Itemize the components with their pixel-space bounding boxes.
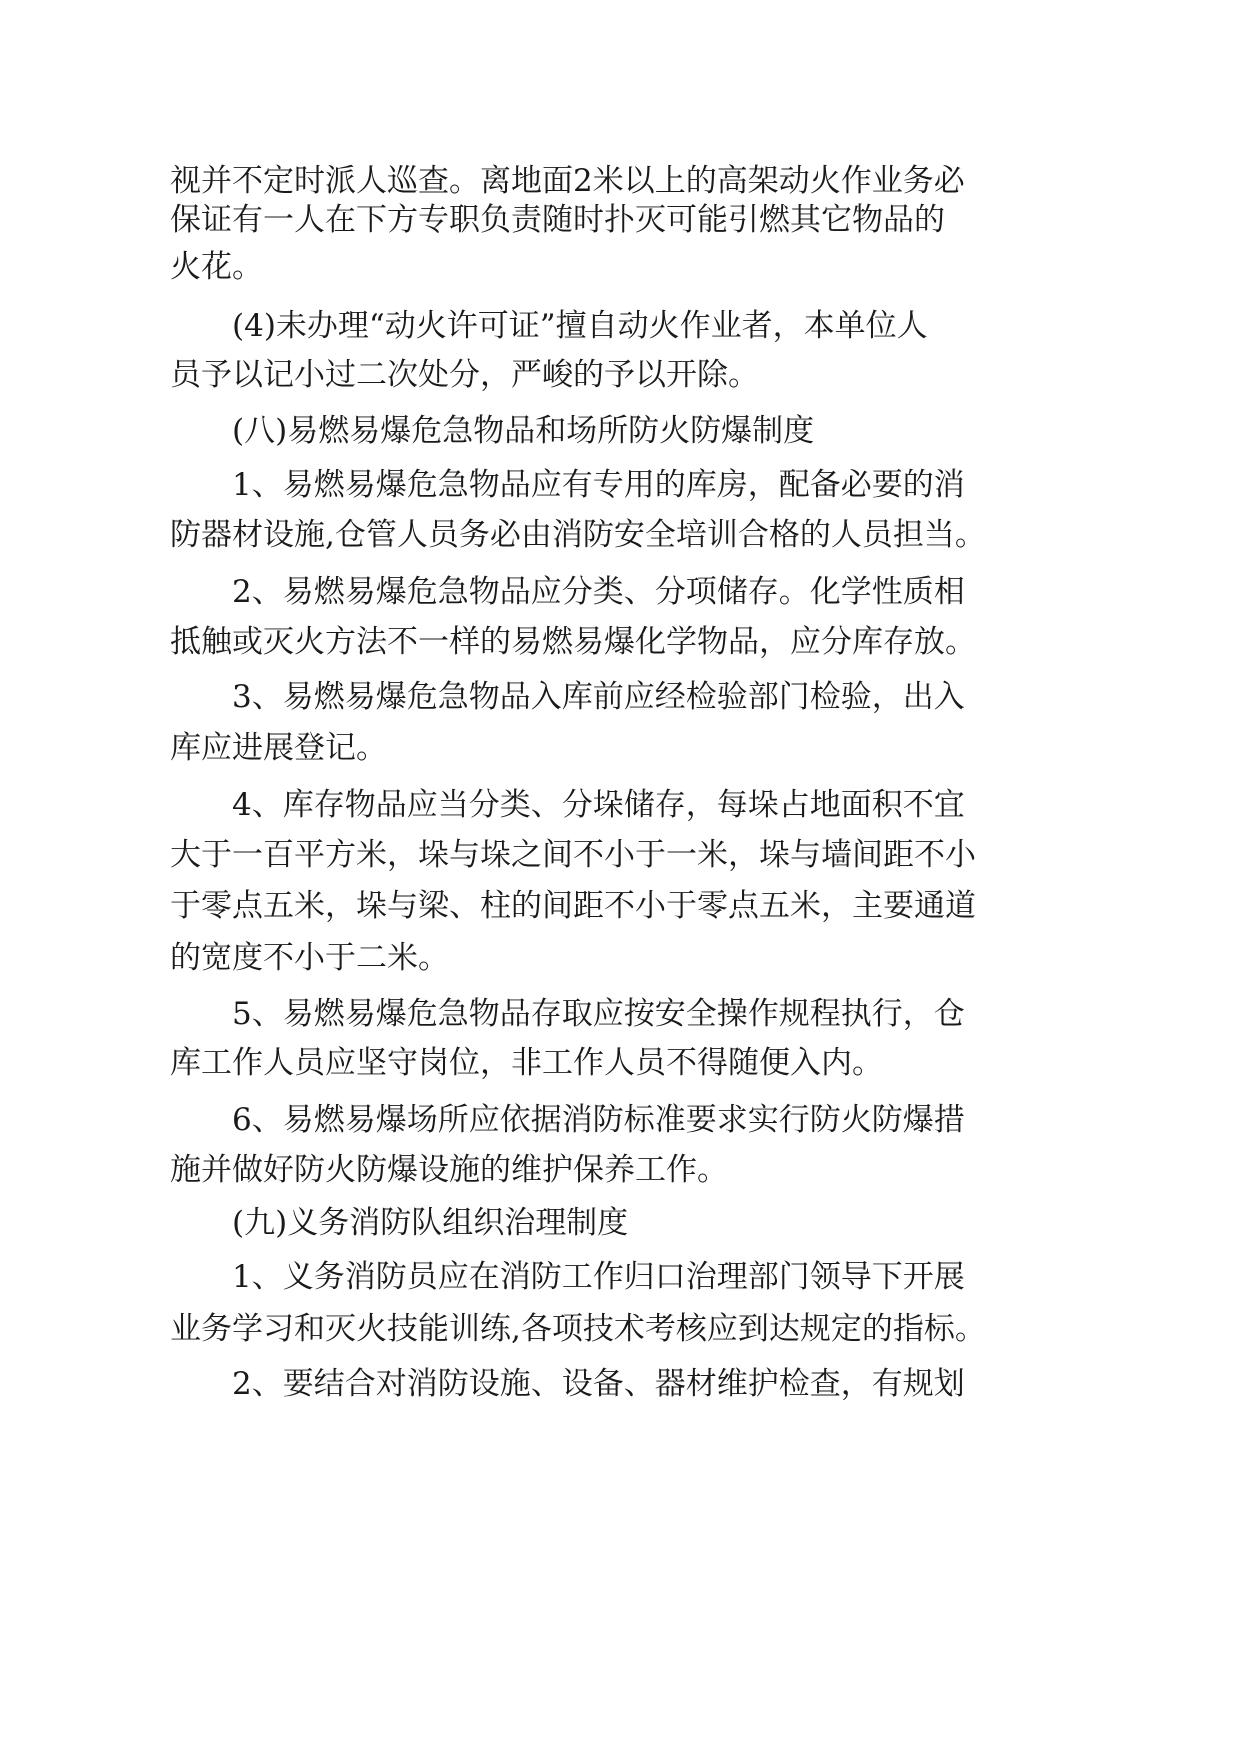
document-page: 视并不定时派人巡查。离地面2米以上的高架动火作业务必 保证有一人在下方专职负责随时扑灭可能引燃其它物品的 火花。 (4)未办理“动火许可证”擅自动火作业者，本单位人 员予以记小过二次处分，严峻的予以开除。 (八)易燃易爆危急物品和场所防火防爆制度 1、易燃易爆危急物品应有专用的库房，配备必要的消 防器材设施,仓管人员务必由消防安全培训合格的人员担当。 2、易燃易爆危急物品应分类、分项储存。化学性质相 抵触或灭火方法不一样的易燃易爆化学物品，应分库存放。 3、易燃易爆危急物品入库前应经检验部门检验，出入 库应进展登记。 4、库存物品应当分类、分垛储存，每垛占地面积不宜 大于一百平方米，垛与垛之间不小于一米，垛与墙间距不小 于零点五米，垛与梁、柱的间距不小于零点五米，主要通道 的宽度不小于二米。 5、易燃易爆危急物品存取应按安全操作规程执行，仓 库工作人员应坚守岗位，非工作人员不得随便入内。 6、易燃易爆场所应依据消防标准要求实行防火防爆措 施并做好防火防爆设施的维护保养工作。 (九)义务消防队组织治理制度 1、义务消防员应在消防工作归口治理部门领导下开展 业务学习和灭火技能训练,各项技术考核应到达规定的指标。 2、要结合对消防设施、设备、器材维护检查，有规划 — [0, 0, 1241, 1754]
